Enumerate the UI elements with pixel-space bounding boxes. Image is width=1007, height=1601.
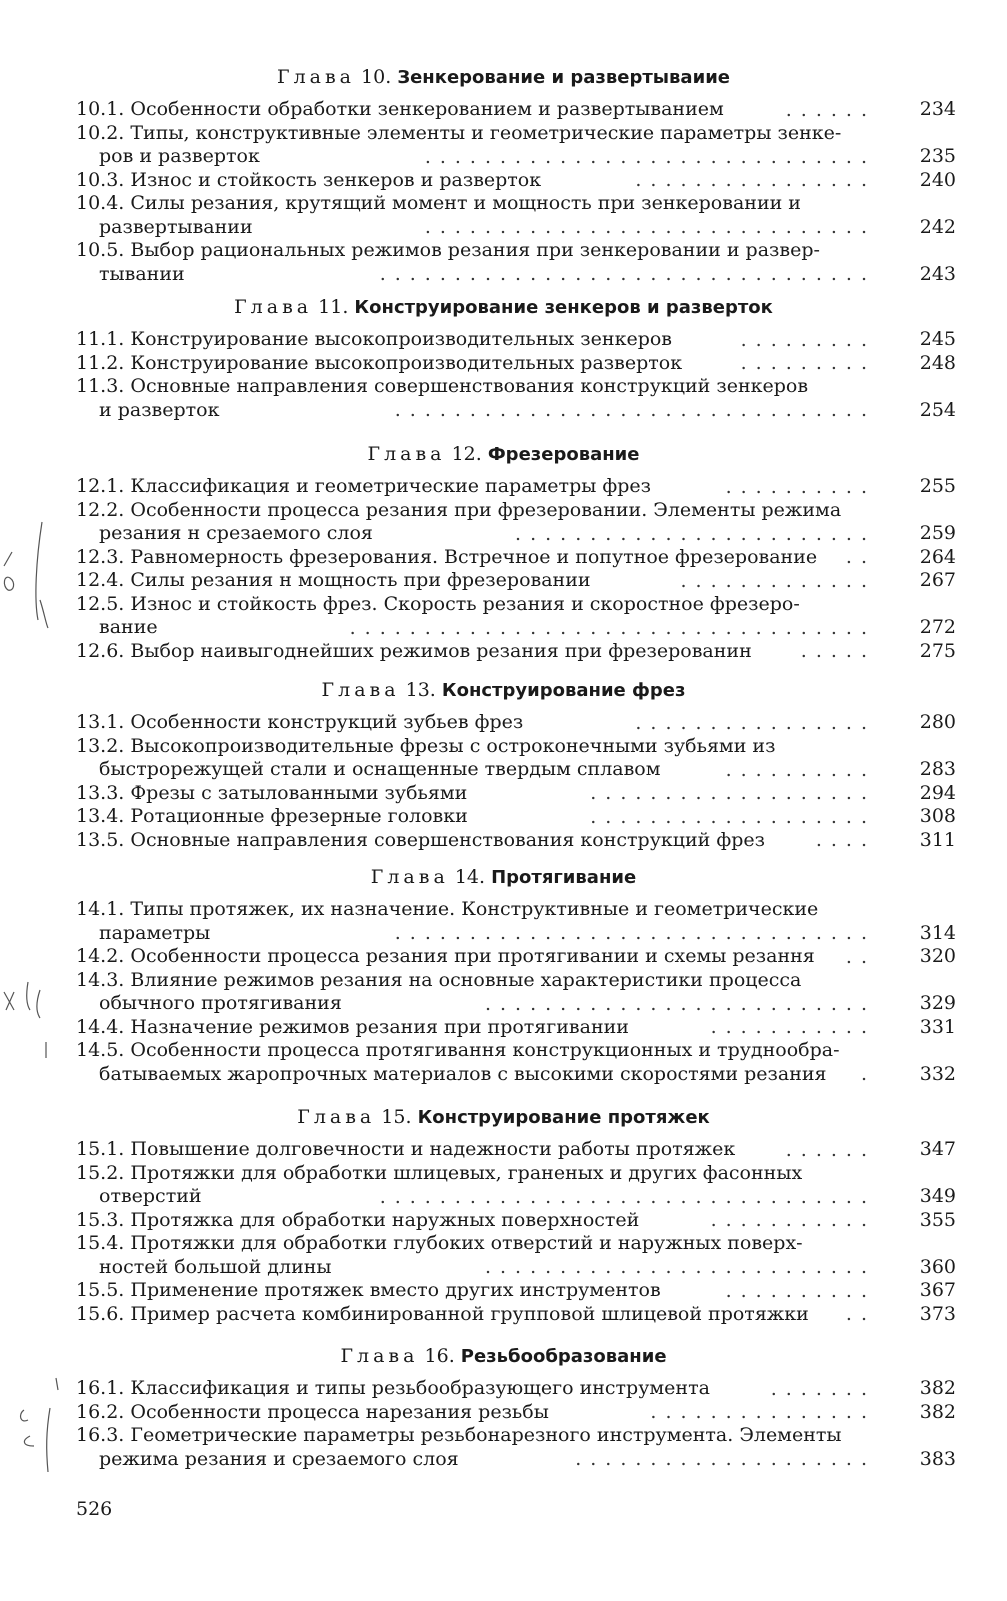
dot-leader: ..	[845, 1303, 876, 1325]
entry-text: 15.4. Протяжки для обработки глубоких отверстий и наружных поверх-	[76, 1232, 803, 1254]
entry-text: 13.4. Ротационные фрезерные головки	[76, 805, 468, 827]
chapter-heading	[0, 1344, 1007, 1369]
entry-text: 13.1. Особенности конструкций зубьев фрез	[76, 711, 524, 733]
entry-text: ров и разверток	[99, 145, 260, 167]
dot-leader: ......	[785, 98, 876, 121]
chapter-title: Конструирование зенкеров и разверток	[354, 297, 773, 318]
entry-page: 248	[919, 351, 956, 374]
entry-text: 12.2. Особенности процесса резания при фрезеровании. Элементы режима	[76, 498, 842, 521]
dot-leader: ..........................	[484, 1256, 876, 1278]
chapter-number: 11.	[318, 296, 349, 318]
chapter-label: Глава	[276, 66, 355, 88]
entry-text: 14.2. Особенности процесса резания при протягивании и схемы резання	[76, 945, 815, 967]
dot-leader: ..	[845, 546, 876, 568]
dot-leader: ................................	[394, 922, 876, 944]
dot-leader: ..........	[725, 1279, 876, 1302]
entry-text: 13.5. Основные направления совершенствования конструкций фрез	[76, 828, 765, 851]
entry-page: 367	[919, 1279, 956, 1301]
chapter-title: Резьбообразование	[460, 1346, 667, 1367]
entry-page: 234	[919, 98, 956, 120]
entry-page: 382	[919, 1400, 956, 1423]
chapter-number: 10.	[361, 66, 392, 88]
toc-entry	[76, 829, 956, 853]
dot-leader: .............	[680, 569, 876, 592]
chapter-label: Глава	[297, 1106, 376, 1128]
dot-leader: ................	[635, 169, 876, 191]
toc-entry	[76, 735, 956, 782]
entry-text: развертывании	[99, 215, 253, 238]
entry-text: 14.3. Влияние режимов резания на основные характеристики процесса	[76, 968, 802, 991]
toc-entry	[76, 593, 956, 640]
chapter-label: Глава	[370, 866, 449, 888]
entry-text: 11.1. Конструирование высокопроизводительных зенкеров	[76, 328, 672, 350]
entry-page: 329	[919, 992, 956, 1014]
entry-text: 14.4. Назначение режимов резания при протягивании	[76, 1015, 629, 1038]
toc-entry	[76, 1401, 956, 1425]
toc-entry	[76, 898, 956, 945]
chapter-heading	[0, 295, 1007, 320]
entry-text: 10.5. Выбор рациональных режимов резания при зенкеровании и развер-	[76, 239, 820, 261]
chapter-label: Глава	[367, 443, 446, 465]
entry-text: быстрорежущей стали и оснащенные твердым сплавом	[99, 758, 661, 780]
entry-page: 275	[919, 639, 956, 662]
entry-page: 308	[919, 805, 956, 827]
toc-entry	[76, 328, 956, 352]
entry-text: 15.3. Протяжка для обработки наружных поверхностей	[76, 1208, 640, 1231]
entry-text: 12.6. Выбор наивыгоднейших режимов резания при фрезерованин	[76, 639, 752, 662]
dot-leader: ...........	[710, 1016, 876, 1038]
dot-leader: .................................	[379, 263, 876, 285]
entry-page: 347	[919, 1138, 956, 1160]
dot-leader: .................................	[379, 1185, 876, 1208]
entry-page: 355	[919, 1208, 956, 1231]
entry-text: 16.2. Особенности процесса нарезания резьбы	[76, 1400, 549, 1423]
entry-text: 15.2. Протяжки для обработки шлицевых, граненых и других фасонных	[76, 1161, 803, 1184]
entry-text: 11.3. Основные направления совершенствования конструкций зенкеров	[76, 375, 809, 397]
toc-entry	[76, 1232, 956, 1279]
entry-text: отверстий	[99, 1185, 202, 1207]
dot-leader: ................................	[394, 399, 876, 421]
entry-text: 15.5. Применение протяжек вместо других инструментов	[76, 1279, 661, 1301]
entry-text: 15.6. Пример расчета комбинированной групповой шлицевой протяжки	[76, 1302, 809, 1325]
entry-page: 331	[919, 1015, 956, 1038]
toc-entry	[76, 122, 956, 169]
toc-entry	[76, 192, 956, 239]
dot-leader: ..........................	[484, 992, 876, 1015]
chapter-label: Глава	[234, 296, 313, 318]
toc-entry	[76, 1138, 956, 1162]
entry-page: 294	[919, 781, 956, 804]
entry-page: 311	[919, 828, 956, 851]
entry-text: и разверток	[99, 398, 220, 421]
toc-entry	[76, 98, 956, 122]
dot-leader: ..............................	[424, 145, 876, 168]
toc-entry	[76, 1209, 956, 1233]
chapter-number: 14.	[454, 866, 486, 888]
entry-text: 13.3. Фрезы с затылованными зубьями	[76, 781, 468, 804]
entry-page: 254	[919, 398, 956, 421]
entry-text: 15.1. Повышение долговечности и надежности работы протяжек	[76, 1138, 736, 1160]
chapter-title: Фрезерование	[487, 444, 640, 465]
dot-leader: ..........	[725, 475, 876, 498]
dot-leader: .........	[740, 352, 876, 374]
dot-leader: ..........	[725, 758, 876, 781]
entry-page: 383	[919, 1447, 956, 1470]
dot-leader: ...................	[590, 805, 876, 828]
page-number: 526	[76, 1498, 113, 1520]
entry-page: 272	[919, 616, 956, 638]
toc-entry	[76, 640, 956, 664]
toc-entry	[76, 805, 956, 829]
chapter-heading	[0, 442, 1007, 467]
dot-leader: ....................	[575, 1448, 876, 1470]
entry-text: 12.5. Износ и стойкость фрез. Скорость резания и скоростное фрезеро-	[76, 592, 800, 615]
chapter-heading	[0, 865, 1007, 890]
dot-leader: .........	[740, 328, 876, 351]
toc-entry	[76, 945, 956, 969]
dot-leader: ...........	[710, 1209, 876, 1231]
chapter-number: 13.	[405, 679, 436, 701]
entry-page: 382	[919, 1377, 956, 1399]
entry-page: 242	[919, 215, 956, 238]
chapter-title: Конструирование протяжек	[417, 1107, 710, 1128]
entry-text: 10.1. Особенности обработки зенкерованием и развертыванием	[76, 98, 724, 120]
entry-text: 14.1. Типы протяжек, их назначение. Конструктивные и геометрические	[76, 898, 819, 920]
entry-text: 14.5. Особенности процесса протягивання конструкционных и труднообра-	[76, 1039, 840, 1061]
entry-page: 264	[919, 545, 956, 568]
chapter-heading	[0, 65, 1007, 90]
dot-leader: ....	[815, 829, 876, 851]
dot-leader: ......	[785, 1138, 876, 1161]
entry-page: 320	[919, 945, 956, 967]
entry-page: 255	[919, 475, 956, 497]
chapter-number: 12.	[451, 443, 482, 465]
chapter-label: Глава	[321, 679, 400, 701]
chapter-heading	[0, 1105, 1007, 1130]
entry-text: батываемых жаропрочных материалов с высокими скоростями резания	[99, 1062, 827, 1085]
entry-page: 245	[919, 328, 956, 350]
entry-text: резания н срезаемого слоя	[99, 522, 373, 544]
dot-leader: .....	[800, 640, 876, 662]
toc-entry	[76, 1377, 956, 1401]
entry-text: 11.2. Конструирование высокопроизводительных разверток	[76, 351, 683, 374]
toc-entry	[76, 1039, 956, 1086]
chapter-label: Глава	[340, 1345, 419, 1367]
entry-text: 16.3. Геометрические параметры резьбонарезного инструмента. Элементы	[76, 1424, 842, 1446]
toc-entry	[76, 1424, 956, 1471]
dot-leader: ................	[635, 711, 876, 734]
chapter-number: 16.	[424, 1345, 455, 1367]
entry-text: вание	[99, 616, 158, 638]
entry-text: 12.3. Равномерность фрезерования. Встречное и попутное фрезерование	[76, 545, 818, 568]
entry-text: тывании	[99, 262, 185, 285]
toc-entry	[76, 169, 956, 193]
toc-entry	[76, 352, 956, 376]
entry-page: 373	[919, 1302, 956, 1325]
toc-entry	[76, 1279, 956, 1303]
dot-leader: ..	[845, 945, 876, 968]
entry-text: параметры	[99, 921, 211, 944]
toc-entry	[76, 239, 956, 286]
chapter-title: Протягивание	[491, 867, 637, 888]
entry-text: 12.4. Силы резания н мощность при фрезеровании	[76, 569, 591, 591]
dot-leader: .......	[770, 1377, 876, 1400]
entry-page: 267	[919, 569, 956, 591]
entry-page: 349	[919, 1185, 956, 1207]
dot-leader: ..............................	[424, 216, 876, 238]
chapter-number: 15.	[381, 1106, 412, 1128]
entry-text: 10.4. Силы резания, крутящий момент и мощность при зенкеровании и	[76, 192, 801, 214]
dot-leader: ...................................	[349, 616, 876, 639]
entry-text: 12.1. Классификация и геометрические параметры фрез	[76, 475, 652, 497]
entry-text: 16.1. Классификация и типы резьбообразующего инструмента	[76, 1377, 710, 1399]
entry-page: 314	[919, 921, 956, 944]
entry-text: 13.2. Высокопроизводительные фрезы с остроконечными зубьями из	[76, 734, 776, 757]
chapter-heading	[0, 678, 1007, 703]
pencil-margin-marks	[0, 0, 80, 1601]
chapter-title: Конструирование фрез	[441, 680, 686, 701]
dot-leader: ...............	[650, 1401, 876, 1423]
toc-entry	[76, 375, 956, 422]
dot-leader: ........................	[515, 522, 876, 545]
toc-entry	[76, 475, 956, 499]
entry-text: 10.3. Износ и стойкость зенкеров и разверток	[76, 168, 542, 191]
toc-entry	[76, 711, 956, 735]
toc-entry	[76, 1303, 956, 1327]
entry-page: 360	[919, 1255, 956, 1278]
entry-text: 10.2. Типы, конструктивные элементы и геометрические параметры зенке-	[76, 121, 842, 144]
entry-text: ностей большой длины	[99, 1255, 332, 1278]
chapter-title: Зенкерование и развертываиие	[397, 67, 731, 88]
entry-page: 235	[919, 145, 956, 167]
toc-entry	[76, 499, 956, 546]
toc-entry	[76, 1162, 956, 1209]
entry-page: 332	[919, 1062, 956, 1085]
entry-page: 280	[919, 711, 956, 733]
toc-entry	[76, 782, 956, 806]
entry-page: 259	[919, 522, 956, 544]
toc-entry	[76, 969, 956, 1016]
toc-entry	[76, 546, 956, 570]
entry-page: 243	[919, 262, 956, 285]
toc-entry	[76, 1016, 956, 1040]
entry-text: обычного протягивания	[99, 992, 342, 1014]
entry-page: 240	[919, 168, 956, 191]
toc-entry	[76, 569, 956, 593]
dot-leader: ...................	[590, 782, 876, 804]
entry-page: 283	[919, 758, 956, 780]
dot-leader: .	[860, 1063, 876, 1085]
entry-text: режима резания и срезаемого слоя	[99, 1447, 459, 1470]
